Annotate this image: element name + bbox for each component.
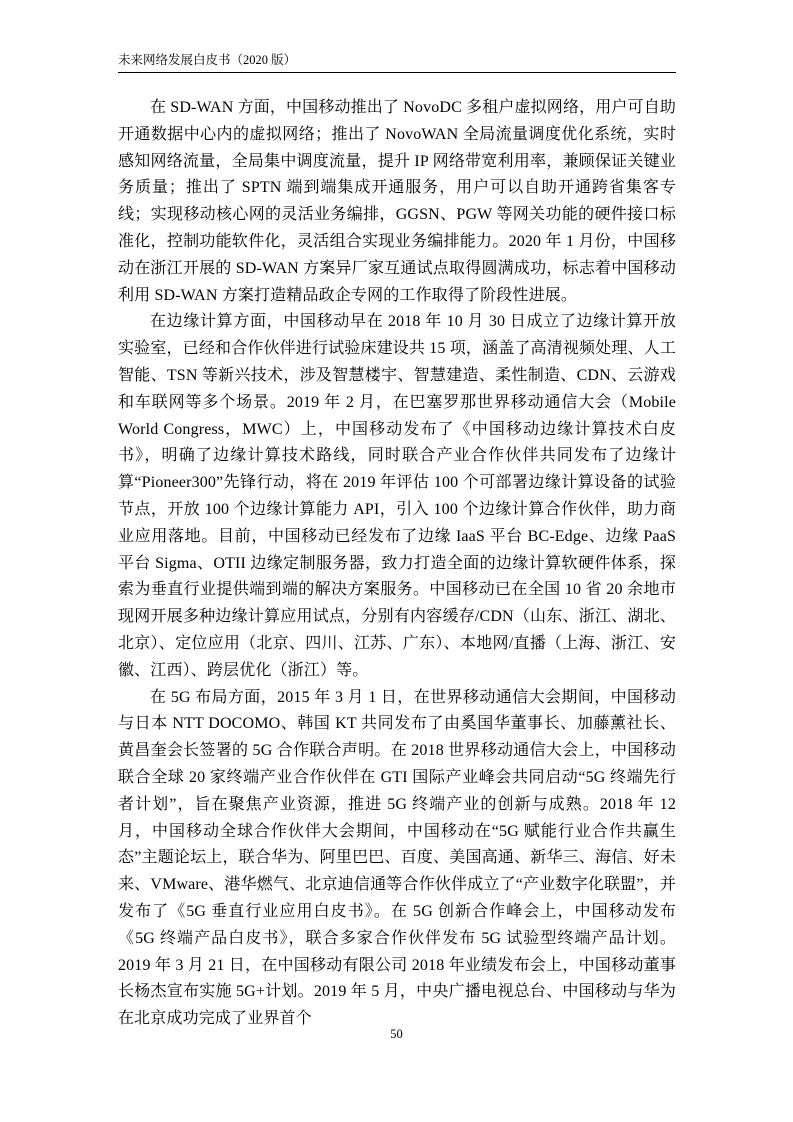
running-header	[118, 52, 676, 73]
body-text	[118, 95, 676, 1033]
paragraph-sd-wan: 在 SD-WAN 方面，中国移动推出了 NovoDC 多租户虚拟网络，用户可自助开通数据中心内的虚拟网络；推出了 NovoWAN 全局流量调度优化系统，实时感知网络流量，全局集中调度流量，提升 IP 网络带宽利用率，兼顾保证关键业务质量；推出了 SPTN 端到端集成开通服务，用户可以自助开通跨省集客专线；实现移动核心网的灵活业务编排，GGSN、PGW 等网关功能的硬件接口标准化，控制功能软件化，灵活组合实现业务编排能力。2020 年 1 月份，中国移动在浙江开展的 SD-WAN 方案异厂家互通试点取得圆满成功，标志着中国移动利用 SD-WAN 方案打造精品政企专网的工作取得了阶段性进展。	[118, 99, 677, 304]
paragraph-5g: 在 5G 布局方面，2015 年 3 月 1 日，在世界移动通信大会期间，中国移动与日本 NTT DOCOMO、韩国 KT 共同发布了由奚国华董事长、加藤薰社长、黄昌奎会长签署的 5G 合作联合声明。在 2018 世界移动通信大会上，中国移动联合全球 20 家终端产业合作伙伴在 GTI 国际产业峰会共同启动“5G 终端先行者计划”，旨在聚焦产业资源，推进 5G 终端产业的创新与成熟。2018 年 12 月，中国移动全球合作伙伴大会期间，中国移动在“5G 赋能行业合作共赢生态”主题论坛上，联合华为、阿里巴巴、百度、美国高通、新华三、海信、好未来、VMware、港华燃气、北京迪信通等合作伙伴成立了“产业数字化联盟”，并发布了《5G 垂直行业应用白皮书》。在 5G 创新合作峰会上，中国移动发布《5G 终端产品白皮书》，联合多家合作伙伴发布 5G 试验型终端产品计划。2019 年 3 月 21 日，在中国移动有限公司 2018 年业绩发布会上，中国移动董事长杨杰宣布实施 5G+计划。2019 年 5 月，中央广播电视总台、中国移动与华为在北京成功完成了业界首个	[118, 688, 676, 1028]
paragraph-edge-computing: 在边缘计算方面，中国移动早在 2018 年 10 月 30 日成立了边缘计算开放实验室，已经和合作伙伴进行试验床建设共 15 项，涵盖了高清视频处理、人工智能、TSN 等新兴技术，涉及智慧楼宇、智慧建造、柔性制造、CDN、云游戏和车联网等多个场景。2019 年 2 月，在巴塞罗那世界移动通信大会（Mobile World Congress，MWC）上，中国移动发布了《中国移动边缘计算技术白皮书》，明确了边缘计算技术路线，同时联合产业合作伙伴共同发布了边缘计算“Pioneer300”先锋行动，将在 2019 年评估 100 个可部署边缘计算设备的试验节点，开放 100 个边缘计算能力 API，引入 100 个边缘计算合作伙伴，助力商业应用落地。目前，中国移动已经发布了边缘 IaaS 平台 BC-Edge、边缘 PaaS 平台 Sigma、OTII 边缘定制服务器，致力打造全面的边缘计算软硬件体系，探索为垂直行业提供端到端的解决方案服务。中国移动已在全国 10 省 20 余地市现网开展多种边缘计算应用试点，分别有内容缓存/CDN（山东、浙江、湖北、北京）、定位应用（北京、四川、江苏、广东）、本地网/直播（上海、浙江、安徽、江西）、跨层优化（浙江）等。	[118, 313, 676, 679]
page-number: 50	[390, 1027, 403, 1041]
document-title: 未来网络发展白皮书（2020 版）	[118, 53, 297, 67]
